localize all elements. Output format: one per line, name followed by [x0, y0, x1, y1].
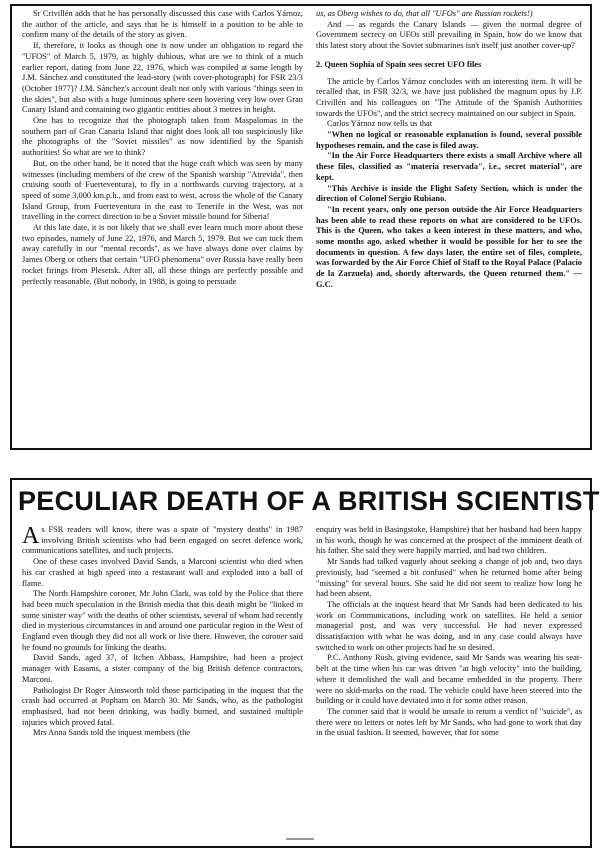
top-article-box — [10, 4, 592, 450]
quote-paragraph: "This Archive is inside the Flight Safety Section, which is under the direction of Colonel Sergio Rubiano. — [316, 183, 582, 204]
quote-paragraph: "In recent years, only one person outside the Air Force Headquarters has been able to read these reports on what are considered to be UFOs. This is the Queen, who takes a keen interest in these matters, and who, some months ago, asked whether it would be possible for her to see the documents in question. A few days later, the entire set of files, complete, was forwarded by the Air Force Chief of Staff to the Royal Palace (Palacio de la Zarzuela) and, shortly afterwards, the Queen returned them." — G.C. — [316, 204, 582, 289]
paragraph: Sr Crivillén adds that he has personally discussed this case with Carlos Yárnoz, the author of the article, and says that he is himself in a position to be able to confirm many of the details of the story as given. — [22, 9, 303, 40]
quote-paragraph: "In the Air Force Headquarters there exists a small Archive where all these files, classified as "materia reservada", i.e., secret material", are kept. — [316, 151, 582, 182]
paragraph: At this late date, it is not likely that we shall ever learn much more about these two episodes, namely of June 22, 1976, and March 5, 1979. But we can tuck them away carefully in our "mental records", as we have always done over claims by James Oberg or others that certain "UFO phenomena" over Russia have really been rocket firings from Plesetsk. After all, all these things are perfectly possible and perfectly reasonable. (But nobody, in 1988, is going to persuade — [22, 223, 303, 286]
paragraph: Pathologist Dr Roger Ainsworth told those participating in the inquest that the crash had occurred at Popham on March 30. Mr Sands, who, as the pathologist emphasised, had not been drinking, was badly burned, and sustained multiple injuries which proved fatal. — [22, 685, 303, 727]
paragraph: But, on the other hand, be it noted that the huge craft which was seen by many witnesses (including members of the crew of the Spanish warship "Atrevida", then cruising south of Fuerteventura), to fly in a northwards curving trajectory, at a speed of some 3,000 km.p.h., and from east to west, across the whole of the Canary Island Group, from Fuerteventura in the east to Tenerife in the West, was not travelling in the correct direction to be a Soviet missile bound for Siberia! — [22, 158, 303, 222]
page-footer-mark — [286, 838, 314, 840]
paragraph: enquiry was held in Basingstoke, Hampshire) that her husband had been happy in his work, though he was concerned at the prospect of the imminent death of his father. She said they were happily married, and had two children. — [316, 525, 582, 556]
paragraph: The North Hampshire coroner, Mr John Clark, was told by the Police that there had been much speculation in the British media that this death might be "linked in some sinister way" with the deaths of other scientists, several of whom had recently died in mysterious circumstances in and around one particular region in the West of England even though they did not all work or live there. However, the coroner said he found no grounds for linking the deaths. — [22, 589, 303, 652]
paragraph: Carlos Yárnoz now tells us that — [327, 119, 433, 129]
paragraph: The article by Carlos Yárnoz concludes with an interesting item. It will be recalled that, in FSR 32/3, we have just published the magnum opus by J.P. Crivillén and his colleagues on "The Attitude of the Spanish Authorities towards the UFOs", and the strict secrecy maintained on our subject in Spain. — [316, 76, 582, 118]
paragraph: Mrs Anna Sands told the inquest members (the — [33, 728, 191, 738]
paragraph: The coroner said that it would be unsafe to return a verdict of "suicide", as there were no letters or notes left by Mr Sands, who had gone to work that day in the usual fashion. It seemed, however, that for some — [316, 706, 582, 738]
bottom-article-column-1 — [22, 525, 303, 739]
section-heading: 2. Queen Sophia of Spain sees secret UFO files — [316, 59, 482, 69]
paragraph: The officials at the inquest heard that Mr Sands had been dedicated to his work on Communications, including work on satellites. He held a senior managerial post, and was very successful. He had never expressed dissatisfaction with what he was doing, and in any case could always have switched to work on other projects had he so desired. — [316, 599, 582, 652]
paragraph: P.C. Anthony Rush, giving evidence, said Mr Sands was wearing his seat-belt at the time when his car was driven "at high velocity" into the building, where it demolished the wall and became embedded in the property. There were no skid-marks on the road. The vehicle could have been steered into the building or it could have deviated into it for some other reason. — [316, 653, 582, 706]
paragraph: One of these cases involved David Sands, a Marconi scientist who died when his car crashed at high speed into a restaurant wall and exploded into a ball of flame. — [22, 557, 303, 588]
lead-paragraph — [22, 525, 303, 557]
top-article-column-2 — [316, 9, 582, 291]
paragraph: One has to recognize that the photograph taken from Maspalomas in the southern part of Gran Canaria Island that night does look all too suspiciously like the photographs of the "Soviet missiles" as now identified by the Spanish authorities! So what are we to think? — [22, 116, 303, 158]
paragraph: David Sands, aged 37, of Itchen Abbass, Hampshire, had been a project manager with Easams, a sister company of the big British defence contractors, Marconi. — [22, 653, 303, 684]
quoted-statement — [316, 130, 582, 291]
top-article-column-1 — [22, 9, 303, 287]
paragraph: And — as regards the Canary Islands — given the normal degree of Government secrecy on UFOs still prevailing in Spain, how do we know that this latest story about the Soviet submarines isn't itself just another cover-up? — [316, 19, 582, 51]
quote-paragraph: "When no logical or reasonable explanation is found, several possible hypotheses remain, and the case is filed away. — [316, 130, 582, 150]
paragraph: If, therefore, it looks as though one is now under an obligation to regard the "UFOS" of March 5, 1979, as highly dubious, what are we to think of a much earlier report, dating from June 22, 1976, which was compiled at some length by J.M. Sánchez and constituted the lead-story (with cover-photograph) for FSR 23/3 (October 1977)? J.M. Sánchez's account dealt not only with various "things seen in the skies", but also with a huge luminous sphere seen hovering very low over Gran Canary Island and containing two gigantic entities about 3 metres in height. — [22, 41, 303, 115]
paragraph: us, as Oberg wishes to do, that all "UFOs" are Russian rockets!) — [316, 9, 533, 18]
bottom-article-box — [10, 478, 600, 848]
bottom-article-column-2 — [316, 525, 582, 739]
paragraph: Mr Sands had talked vaguely about seeking a change of job and, two days previously, had "seemed a bit confused" when he returned home after being "missing" for several hours. She said he did not seem to realize how long he had been absent. — [316, 557, 582, 599]
lead-text: s FSR readers will know, there was a spate of "mystery deaths" in 1987 involving British scientists who had been engaged on secret defence work, communications satellites, and such projects. — [22, 525, 303, 556]
drop-cap: A — [22, 523, 40, 549]
article-headline: PECULIAR DEATH OF A BRITISH SCIENTIST — [18, 486, 600, 516]
